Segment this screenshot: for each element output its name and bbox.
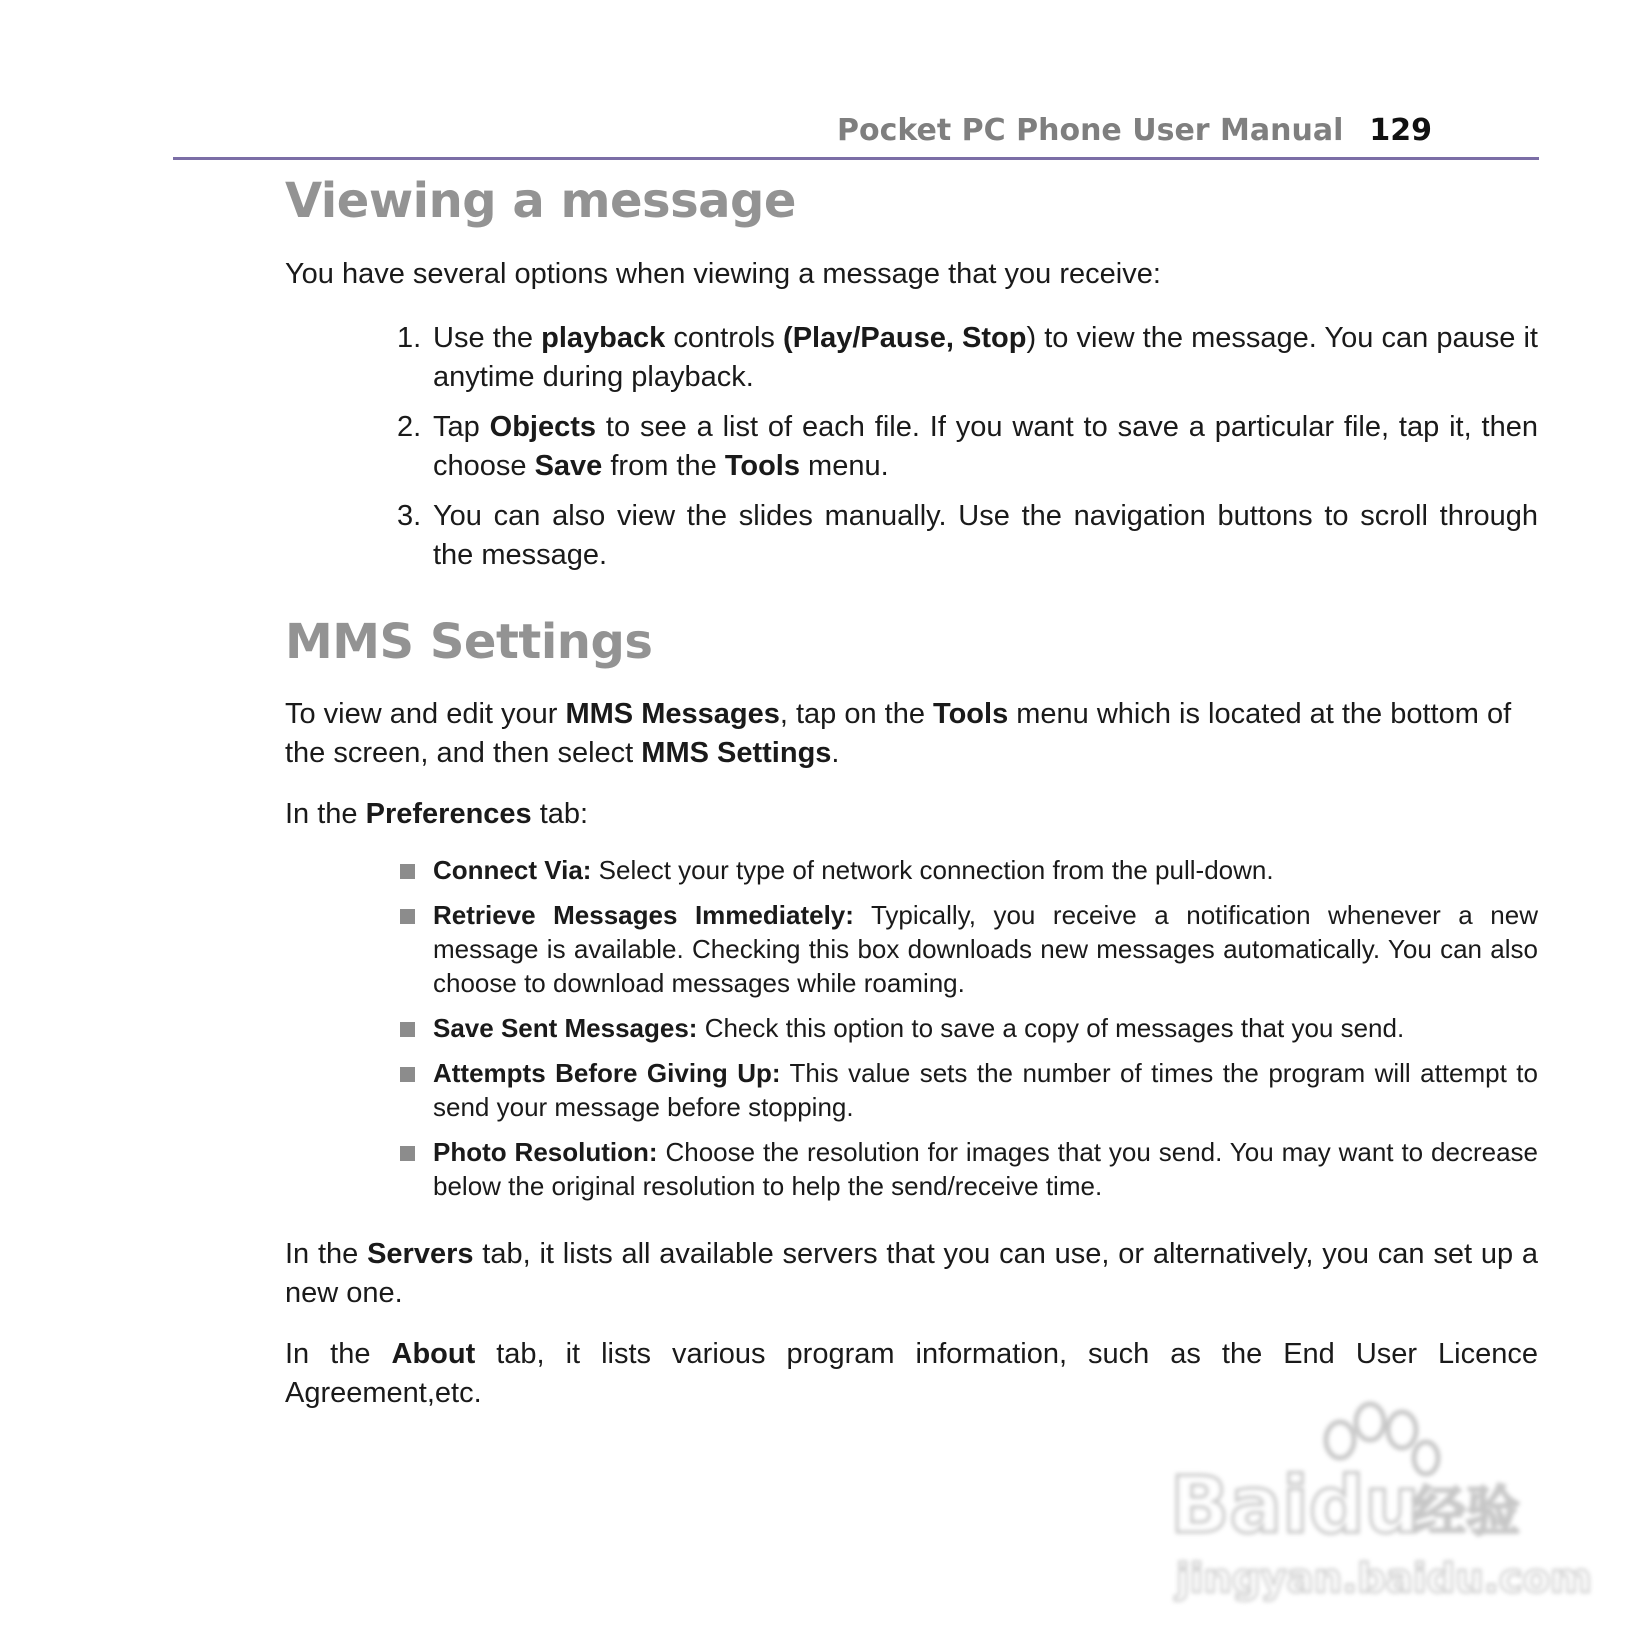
- bullet-square-icon: [400, 909, 415, 924]
- list-item: Retrieve Messages Immediately: Typically, you receive a notification whenever a new message is available. Checking this box downloads new messages automatically. You can also choose to download messages while roaming.: [285, 898, 1538, 1000]
- viewing-intro: You have several options when viewing a message that you receive:: [285, 258, 1161, 290]
- list-item: 2. Tap Objects to see a list of each file. If you want to save a particular file, tap it, then choose Save from the Tools menu.: [397, 411, 1538, 482]
- preferences-list: [285, 853, 1538, 1203]
- manual-title: Pocket PC Phone User Manual: [837, 113, 1344, 148]
- svg-text:经验: 经验: [1412, 1480, 1520, 1543]
- section-title-mms-settings: MMS Settings: [285, 614, 653, 670]
- section-title-viewing: Viewing a message: [285, 173, 796, 229]
- page-content: [285, 168, 1538, 1413]
- viewing-steps: [285, 319, 1538, 575]
- list-item: 1. Use the playback controls (Play/Pause, Stop) to view the message. You can pause it anytime during playback.: [397, 322, 1538, 393]
- baidu-jingyan-watermark: [1170, 1400, 1592, 1602]
- page-number: 129: [1369, 113, 1432, 148]
- svg-text:jingyan.baidu.com: jingyan.baidu.com: [1176, 1556, 1592, 1602]
- running-header: [837, 113, 1432, 148]
- about-tab-paragraph: In the About tab, it lists various program information, such as the End User Licence Agreement,etc.: [285, 1338, 1538, 1409]
- header-rule: [173, 157, 1539, 160]
- svg-text:Baidu: Baidu: [1170, 1461, 1421, 1551]
- bullet-square-icon: [400, 1022, 415, 1037]
- list-item: Save Sent Messages: Check this option to save a copy of messages that you send.: [285, 1011, 1538, 1045]
- list-item: Connect Via: Select your type of network connection from the pull-down.: [285, 853, 1538, 887]
- preferences-tab-paragraph: In the Preferences tab:: [285, 798, 589, 830]
- bullet-square-icon: [400, 1067, 415, 1082]
- list-item: Photo Resolution: Choose the resolution for images that you send. You may want to decrease below the original resolution to help the send/receive time.: [285, 1135, 1538, 1203]
- list-item: Attempts Before Giving Up: This value sets the number of times the program will attempt to send your message before stopping.: [285, 1056, 1538, 1124]
- bullet-square-icon: [400, 864, 415, 879]
- list-item: 3. You can also view the slides manually. Use the navigation buttons to scroll through the message.: [397, 500, 1538, 571]
- mms-intro-paragraph: To view and edit your MMS Messages, tap on the Tools menu which is located at the bottom of the screen, and then select MMS Settings.: [285, 698, 1512, 769]
- bullet-square-icon: [400, 1146, 415, 1161]
- servers-tab-paragraph: In the Servers tab, it lists all available servers that you can use, or alternatively, you can set up a new one.: [285, 1238, 1538, 1309]
